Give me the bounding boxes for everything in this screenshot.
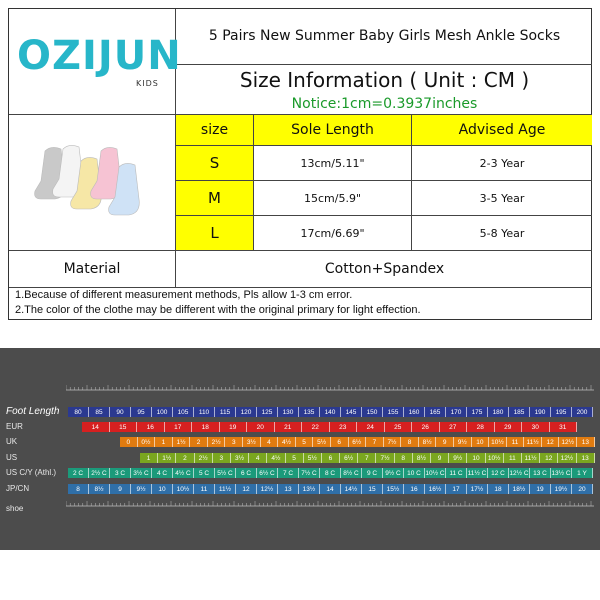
size-value-cell: 24 (357, 422, 385, 432)
size-value-cell: 23 (330, 422, 358, 432)
size-value-cell: 6½ C (257, 468, 278, 478)
size-value-cell: 9 (431, 453, 449, 463)
size-value-cell: 4 (261, 437, 279, 447)
material-label: Material (63, 261, 121, 277)
size-value-cell: 12 C (488, 468, 509, 478)
size-value-cell: 20 (247, 422, 275, 432)
size-value-cell: 16 (404, 484, 425, 494)
size-value-cell: 6 C (236, 468, 257, 478)
size-value-cell: 1 (155, 437, 173, 447)
size-value-cell: 6½ (349, 437, 367, 447)
size-value-cell: 13½ (299, 484, 320, 494)
size-value-cell: 2½ (208, 437, 226, 447)
size-value-cell: 8½ (413, 453, 431, 463)
size-value-cell: 175 (467, 407, 488, 417)
size-value-cell: 125 (257, 407, 278, 417)
size-value-cell: 0 (120, 437, 138, 447)
top-ruler (66, 382, 594, 396)
size-value-cell: 9½ (454, 437, 472, 447)
size-cell: S (176, 146, 253, 180)
header-size: size (176, 115, 253, 145)
size-value-cell: 12 (542, 437, 560, 447)
size-value-cell: 8½ (419, 437, 437, 447)
size-value-cell: 120 (236, 407, 257, 417)
size-value-cell: 80 (68, 407, 89, 417)
size-value-cell: 12 (540, 453, 558, 463)
chart-row (68, 468, 593, 478)
size-value-cell: 12½ (257, 484, 278, 494)
size-value-cell: 3 (225, 437, 243, 447)
size-value-cell: 5 (286, 453, 304, 463)
size-value-cell: 14½ (341, 484, 362, 494)
size-value-cell: 15 (110, 422, 138, 432)
size-value-cell: 14 (320, 484, 341, 494)
shoe-size-chart (0, 348, 600, 550)
size-value-cell: 3½ (243, 437, 261, 447)
size-value-cell: 1½ (173, 437, 191, 447)
socks-image (9, 115, 175, 249)
size-value-cell: 7 C (278, 468, 299, 478)
size-value-cell: 11½ (524, 437, 542, 447)
size-value-cell: 11 (507, 437, 525, 447)
size-info-heading: Size Information ( Unit : CM ) (239, 68, 530, 92)
size-value-cell: 7½ (384, 437, 402, 447)
size-value-cell: 100 (152, 407, 173, 417)
size-value-cell: 0½ (138, 437, 156, 447)
bottom-ruler (66, 498, 594, 512)
size-value-cell: 5½ (304, 453, 322, 463)
size-value-cell: 21 (275, 422, 303, 432)
size-value-cell: 6 (331, 437, 349, 447)
size-value-cell: 13 C (530, 468, 551, 478)
size-value-cell: 165 (425, 407, 446, 417)
shoe-label: shoe (6, 504, 24, 513)
size-value-cell: 95 (131, 407, 152, 417)
size-value-cell: 5½ C (215, 468, 236, 478)
size-value-cell: 11 (504, 453, 522, 463)
size-value-cell: 5 C (194, 468, 215, 478)
size-value-cell: 7 (358, 453, 376, 463)
size-value-cell: 4½ (267, 453, 285, 463)
size-value-cell: 16 (137, 422, 165, 432)
size-value-cell: 8 (395, 453, 413, 463)
size-value-cell: 6 (322, 453, 340, 463)
size-value-cell: 9½ (449, 453, 467, 463)
size-value-cell: 9½ (131, 484, 152, 494)
chart-row-label: JP/CN (6, 484, 30, 493)
size-value-cell: 8 (68, 484, 89, 494)
size-value-cell: 5½ (313, 437, 331, 447)
size-value-cell: 8 C (320, 468, 341, 478)
size-value-cell: 115 (215, 407, 236, 417)
size-value-cell: 3½ C (131, 468, 152, 478)
size-value-cell: 160 (404, 407, 425, 417)
size-value-cell: 18 (488, 484, 509, 494)
chart-row (82, 422, 577, 432)
note-line: 1.Because of different measurement methods, Pls allow 1-3 cm error. (15, 289, 353, 301)
note-line: 2.The color of the clothe may be different with the original primary for light effection. (15, 304, 421, 316)
size-value-cell: 13 (577, 437, 595, 447)
size-value-cell: 195 (551, 407, 572, 417)
size-value-cell: 17½ (467, 484, 488, 494)
size-value-cell: 10½ C (425, 469, 445, 477)
size-value-cell: 10 (152, 484, 173, 494)
size-value-cell: 10 C (404, 468, 425, 478)
size-value-cell: 150 (362, 407, 383, 417)
size-value-cell: 15½ (383, 484, 404, 494)
size-value-cell: 12 (236, 484, 257, 494)
size-value-cell: 26 (412, 422, 440, 432)
brand-logo-sub: KIDS (136, 79, 159, 88)
size-value-cell: 9 (436, 437, 454, 447)
size-value-cell: 4 C (152, 468, 173, 478)
size-value-cell: 17 (446, 484, 467, 494)
size-value-cell: 10½ (486, 453, 504, 463)
size-value-cell: 27 (440, 422, 468, 432)
size-value-cell: 11 (194, 484, 215, 494)
header-advised-age: Advised Age (412, 115, 592, 145)
size-value-cell: 31 (550, 422, 578, 432)
size-value-cell: 22 (302, 422, 330, 432)
size-value-cell: 2 C (68, 468, 89, 478)
size-value-cell: 2½ C (89, 468, 110, 478)
size-value-cell: 10 (467, 453, 485, 463)
size-value-cell: 85 (89, 407, 110, 417)
size-value-cell: 3½ (231, 453, 249, 463)
sole-length-cell: 17cm/6.69" (300, 226, 365, 240)
material-value: Cotton+Spandex (324, 261, 445, 277)
size-value-cell: 3 (213, 453, 231, 463)
size-value-cell: 140 (320, 407, 341, 417)
size-value-cell: 4½ (278, 437, 296, 447)
size-value-cell: 12½ C (509, 469, 529, 477)
header-sole-length: Sole Length (254, 115, 411, 145)
size-value-cell: 130 (278, 407, 299, 417)
size-value-cell: 135 (299, 407, 320, 417)
size-value-cell: 28 (467, 422, 495, 432)
socks-illustration (9, 115, 175, 249)
size-value-cell: 6½ (340, 453, 358, 463)
size-value-cell: 2 (176, 453, 194, 463)
chart-row-label: US (6, 453, 18, 462)
chart-row-label: EUR (6, 422, 23, 431)
unit-notice: Notice:1cm=0.3937inches (291, 96, 478, 112)
size-value-cell: 3 C (110, 468, 131, 478)
chart-row (140, 453, 595, 463)
size-value-cell: 200 (572, 407, 593, 417)
size-value-cell: 1½ (158, 453, 176, 463)
size-value-cell: 8 (401, 437, 419, 447)
size-value-cell: 19 (530, 484, 551, 494)
size-cell: M (176, 181, 253, 215)
advised-age-cell: 3-5 Year (479, 191, 525, 205)
sole-length-cell: 15cm/5.9" (303, 191, 362, 205)
size-cell: L (176, 216, 253, 250)
size-value-cell: 12½ (558, 453, 576, 463)
size-value-cell: 29 (495, 422, 523, 432)
size-value-cell: 7½ C (299, 468, 320, 478)
size-value-cell: 1 Y (572, 468, 593, 478)
size-value-cell: 4½ C (173, 468, 194, 478)
chart-row (120, 437, 595, 447)
size-value-cell: 20 (572, 484, 593, 494)
size-value-cell: 9 (110, 484, 131, 494)
size-value-cell: 8½ (89, 484, 110, 494)
size-value-cell: 110 (194, 407, 215, 417)
size-value-cell: 10 (472, 437, 490, 447)
brand-logo (9, 9, 182, 114)
size-value-cell: 155 (383, 407, 404, 417)
size-value-cell: 11 C (446, 468, 467, 478)
sole-length-cell: 13cm/5.11" (300, 156, 365, 170)
size-value-cell: 180 (488, 407, 509, 417)
size-value-cell: 11½ (215, 484, 236, 494)
size-value-cell: 10½ (489, 437, 507, 447)
size-value-cell: 4 (249, 453, 267, 463)
size-info-table (8, 8, 592, 320)
size-value-cell: 90 (110, 407, 131, 417)
size-value-cell: 145 (341, 407, 362, 417)
size-value-cell: 14 (82, 422, 110, 432)
size-value-cell: 2 (190, 437, 208, 447)
size-value-cell: 7 (366, 437, 384, 447)
size-value-cell: 2½ (195, 453, 213, 463)
advised-age-cell: 2-3 Year (479, 156, 525, 170)
chart-row-label: Foot Length (6, 406, 60, 417)
size-value-cell: 7½ (376, 453, 394, 463)
size-value-cell: 19½ (551, 484, 572, 494)
size-value-cell: 5 (296, 437, 314, 447)
size-value-cell: 8½ C (341, 468, 362, 478)
size-value-cell: 18½ (509, 484, 530, 494)
brand-logo-text: OZIJUN (17, 33, 182, 79)
size-value-cell: 9½ C (383, 468, 404, 478)
size-value-cell: 17 (165, 422, 193, 432)
size-value-cell: 190 (530, 407, 551, 417)
chart-row (68, 484, 593, 494)
size-value-cell: 13½ C (551, 469, 571, 477)
size-value-cell: 12½ (559, 437, 577, 447)
table-divider (9, 287, 592, 288)
chart-row-label: US C/Y (Athl.) (6, 468, 57, 477)
size-value-cell: 15 (362, 484, 383, 494)
size-value-cell: 25 (385, 422, 413, 432)
size-value-cell: 18 (192, 422, 220, 432)
advised-age-cell: 5-8 Year (479, 226, 525, 240)
size-value-cell: 30 (522, 422, 550, 432)
size-value-cell: 11½ C (467, 469, 487, 477)
size-value-cell: 1 (140, 453, 158, 463)
size-value-cell: 170 (446, 407, 467, 417)
size-value-cell: 19 (220, 422, 248, 432)
chart-row (68, 407, 593, 417)
size-value-cell: 105 (173, 407, 194, 417)
chart-row-label: UK (6, 437, 18, 446)
size-value-cell: 16½ (425, 484, 446, 494)
size-value-cell: 11½ (522, 453, 540, 463)
size-value-cell: 185 (509, 407, 530, 417)
product-title: 5 Pairs New Summer Baby Girls Mesh Ankle Socks (208, 28, 561, 44)
size-value-cell: 13 (577, 453, 595, 463)
size-value-cell: 9 C (362, 468, 383, 478)
size-value-cell: 10½ (173, 484, 194, 494)
size-value-cell: 13 (278, 484, 299, 494)
